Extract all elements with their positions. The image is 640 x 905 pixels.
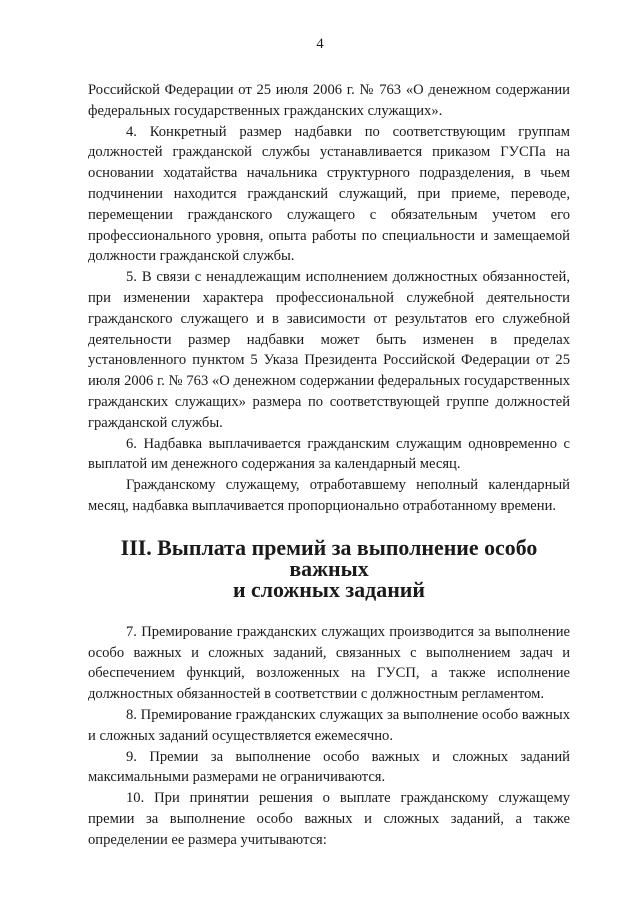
document-body — [88, 80, 570, 851]
section-heading-line-1: III. Выплата премий за выполнение особо важных — [120, 534, 538, 581]
paragraph-item-9: 9. Премии за выполнение особо важных и сложных заданий максимальными размерами не ограничиваются. — [88, 748, 570, 786]
page-number: 4 — [316, 36, 324, 52]
paragraph-item-6: 6. Надбавка выплачивается гражданским служащим одновременно с выплатой им денежного содержания за календарный месяц. — [88, 435, 570, 473]
paragraph-item-10: 10. При принятии решения о выплате гражданскому служащему премии за выполнение особо важных и сложных заданий, а также определении ее размера учитываются: — [88, 790, 570, 848]
paragraph-item-5: 5. В связи с ненадлежащим исполнением должностных обязанностей, при изменении характера профессиональной служебной деятельности гражданского служащего и в зависимости от результатов его служебной деятельности размер надбавки может быть изменен в пределах установленного пунктом 5 Указа Президента Российской Федерации от 25 июля 2006 г. № 763 «О денежном содержании федеральных государственных гражданских служащих» размера по соответствующей группе должностей гражданской службы. — [88, 269, 570, 431]
paragraph-partial-month: Гражданскому служащему, отработавшему неполный календарный месяц, надбавка выплачивается пропорционально отработанному времени. — [88, 477, 570, 514]
paragraph-item-8: 8. Премирование гражданских служащих за выполнение особо важных и сложных заданий осуществляется ежемесячно. — [88, 706, 570, 744]
section-heading — [88, 534, 570, 602]
paragraph-item-4: 4. Конкретный размер надбавки по соответствующим группам должностей гражданской службы устанавливается приказом ГУСПа на основании ходатайства начальника структурного подразделения, в чьем подчинении находится гражданский служащий, при приеме, переводе, перемещении гражданского служащего с обязательным учетом его профессионального уровня, опыта работы по специальности и замещаемой должности гражданской службы. — [88, 123, 570, 265]
section-heading-line-2: и сложных заданий — [232, 576, 426, 602]
paragraph-continuation: Российской Федерации от 25 июля 2006 г. № 763 «О денежном содержании федеральных государственных гражданских служащих». — [88, 82, 570, 119]
paragraph-item-7: 7. Премирование гражданских служащих производится за выполнение особо важных и сложных заданий, связанных с выполнением задач и обеспечением функций, возложенных на ГУСП, а также исполнение должностных обязанностей в соответствии с должностным регламентом. — [88, 623, 570, 703]
